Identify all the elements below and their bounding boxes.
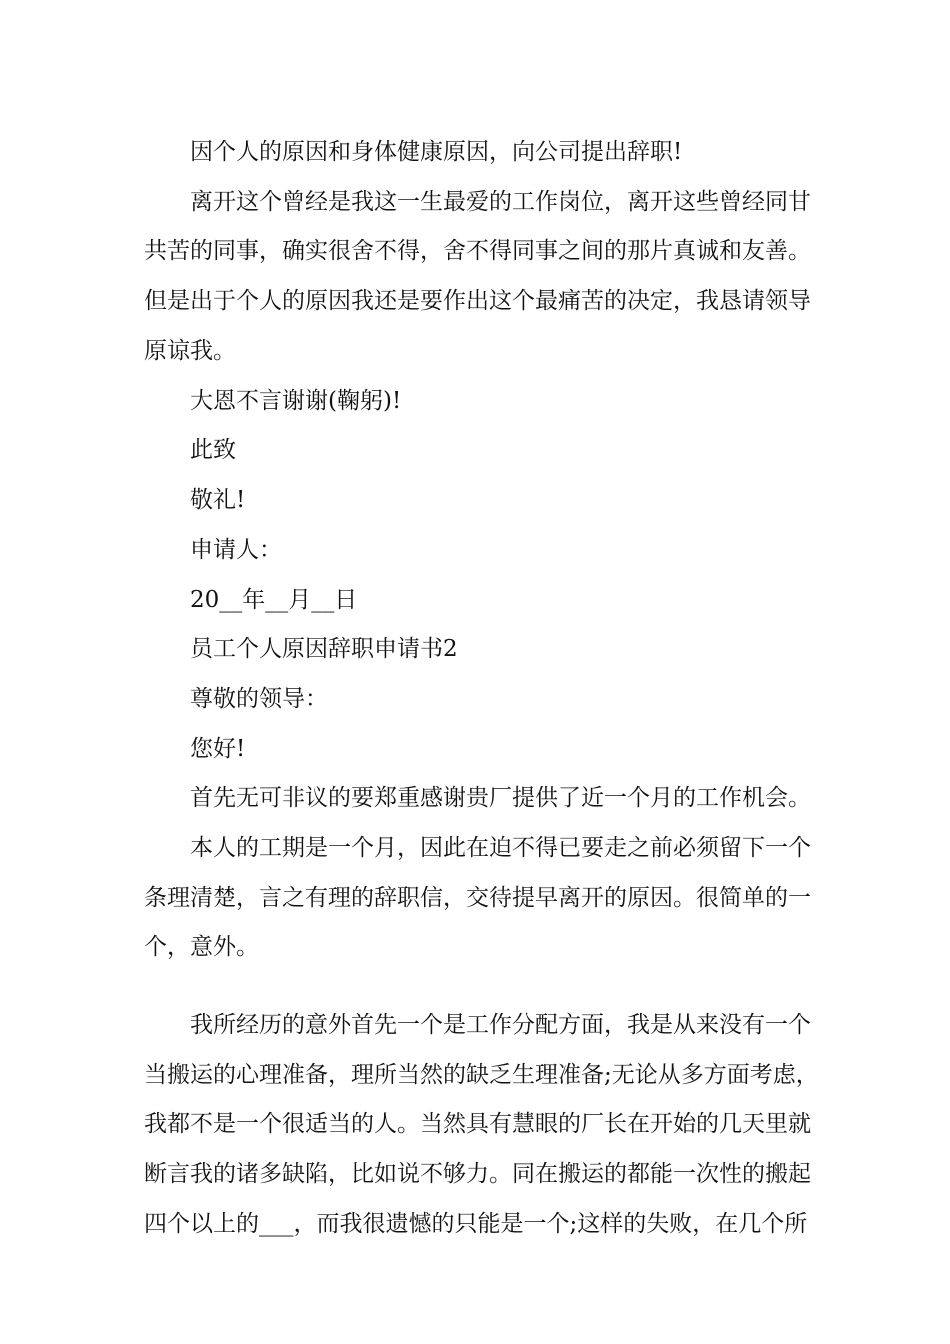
paragraph-line: 我都不是一个很适当的人。当然具有慧眼的厂长在开始的几天里就 xyxy=(144,1111,811,1137)
closing-line: 此致 xyxy=(190,437,236,463)
paragraph-line: 四个以上的___，而我很遗憾的只能是一个;这样的失败，在几个所 xyxy=(144,1211,808,1237)
salutation: 尊敬的领导： xyxy=(190,686,328,712)
date-line: 20__年__月__日 xyxy=(190,587,358,613)
paragraph-line: 因个人的原因和身体健康原因，向公司提出辞职! xyxy=(190,139,683,165)
paragraph-line: 离开这个曾经是我这一生最爱的工作岗位，离开这些曾经同甘 xyxy=(190,189,811,215)
paragraph-line: 原谅我。 xyxy=(144,338,236,364)
closing-line: 敬礼! xyxy=(190,487,246,513)
paragraph-line: 共苦的同事，确实很舍不得，舍不得同事之间的那片真诚和友善。 xyxy=(144,238,811,264)
paragraph-line: 断言我的诸多缺陷，比如说不够力。同在搬运的都能一次性的搬起 xyxy=(144,1161,811,1187)
greeting: 您好! xyxy=(190,736,246,762)
paragraph-line: 大恩不言谢谢(鞠躬)! xyxy=(190,388,402,414)
applicant-label: 申请人： xyxy=(190,537,282,563)
paragraph-line: 但是出于个人的原因我还是要作出这个最痛苦的决定，我恳请领导 xyxy=(144,288,811,314)
paragraph-line: 首先无可非议的要郑重感谢贵厂提供了近一个月的工作机会。 xyxy=(190,785,811,811)
paragraph-line: 我所经历的意外首先一个是工作分配方面，我是从来没有一个 xyxy=(190,1012,811,1038)
section-title: 员工个人原因辞职申请书2 xyxy=(190,636,458,662)
paragraph-line: 条理清楚，言之有理的辞职信，交待提早离开的原因。很简单的一 xyxy=(144,885,811,911)
paragraph-line: 本人的工期是一个月，因此在迫不得已要走之前必须留下一个 xyxy=(190,835,811,861)
paragraph-line: 当搬运的心理准备，理所当然的缺乏生理准备;无论从多方面考虑， xyxy=(144,1062,819,1088)
paragraph-line: 个，意外。 xyxy=(144,934,259,960)
